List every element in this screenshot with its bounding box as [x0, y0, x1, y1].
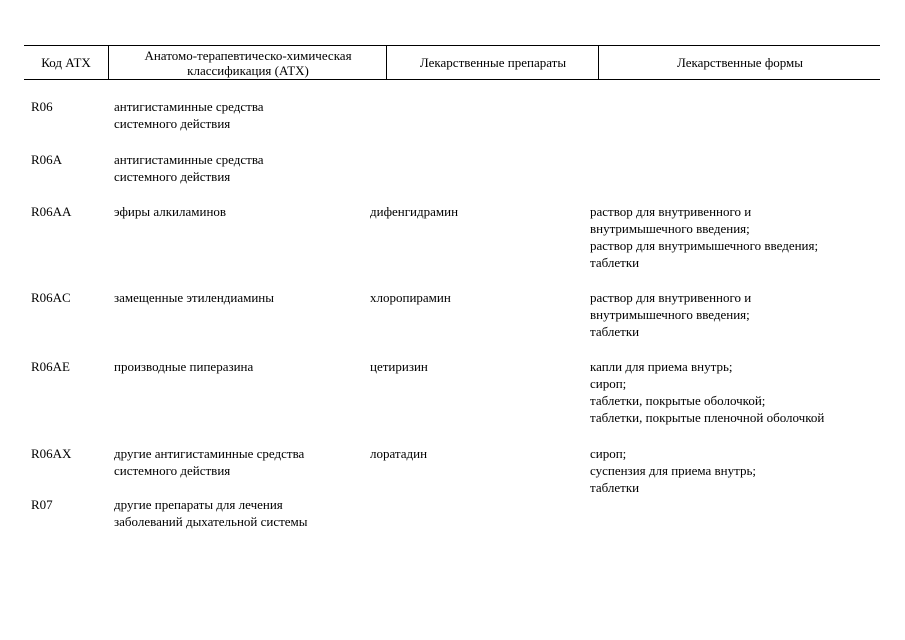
dosage-forms: [590, 445, 890, 496]
form-line: раствор для внутривенного и: [590, 290, 752, 305]
atc-code: R06AC: [31, 290, 71, 305]
form-line: таблетки: [590, 255, 640, 270]
form-line: суспензия для приема внутрь;: [590, 463, 757, 478]
atc-code: R06AX: [31, 446, 72, 461]
classification-line: системного действия: [114, 463, 231, 478]
classification-line: антигистаминные средства: [114, 152, 264, 167]
form-line: таблетки: [590, 480, 640, 495]
atc-code: R06AA: [31, 204, 72, 219]
header-code: [24, 46, 108, 79]
classification-line: заболеваний дыхательной системы: [114, 514, 308, 529]
classification-line: системного действия: [114, 116, 231, 131]
table-header: [24, 45, 880, 80]
header-atc-line-2: классификация (АТХ): [187, 62, 309, 78]
atc-code: R06A: [31, 152, 63, 167]
atc-classification: [114, 203, 364, 220]
atc-code: R07: [31, 497, 53, 512]
classification-line: производные пиперазина: [114, 359, 254, 374]
atc-classification: [114, 445, 364, 479]
classification-line: другие антигистаминные средства: [114, 446, 305, 461]
header-atc-line-1: Анатомо-терапевтическо-химическая: [144, 47, 352, 63]
form-line: таблетки, покрытые оболочкой;: [590, 393, 766, 408]
drug-name: дифенгидрамин: [370, 204, 459, 219]
form-line: капли для приема внутрь;: [590, 359, 733, 374]
atc-classification: [114, 358, 364, 375]
header-code-label: Код АТХ: [41, 55, 91, 70]
dosage-forms: [590, 358, 890, 426]
drug-name: цетиризин: [370, 359, 428, 374]
atc-classification: [114, 289, 364, 306]
classification-line: другие препараты для лечения: [114, 497, 283, 512]
atc-code: R06: [31, 99, 53, 114]
atc-classification: [114, 496, 364, 530]
form-line: раствор для внутривенного и: [590, 204, 752, 219]
classification-line: эфиры алкиламинов: [114, 204, 227, 219]
form-line: таблетки, покрытые пленочной оболочкой: [590, 410, 825, 425]
drug-name: лоратадин: [370, 446, 428, 461]
classification-line: системного действия: [114, 169, 231, 184]
atc-code: R06AE: [31, 359, 70, 374]
dosage-forms: [590, 289, 890, 340]
atc-classification: [114, 151, 364, 185]
classification-line: замещенные этилендиамины: [114, 290, 274, 305]
drug-name: хлоропирамин: [370, 290, 451, 305]
form-line: внутримышечного введения;: [590, 221, 750, 236]
dosage-forms: [590, 203, 890, 271]
atc-classification: [114, 98, 364, 132]
header-atc-classification: [108, 46, 387, 79]
header-forms-label: Лекарственные формы: [676, 55, 804, 70]
form-line: таблетки: [590, 324, 640, 339]
form-line: сироп;: [590, 376, 627, 391]
classification-line: антигистаминные средства: [114, 99, 264, 114]
form-line: раствор для внутримышечного введения;: [590, 238, 819, 253]
form-line: внутримышечного введения;: [590, 307, 750, 322]
form-line: сироп;: [590, 446, 627, 461]
header-drugs-label: Лекарственные препараты: [419, 55, 567, 70]
header-drugs: [386, 46, 599, 79]
header-forms: [598, 46, 881, 79]
